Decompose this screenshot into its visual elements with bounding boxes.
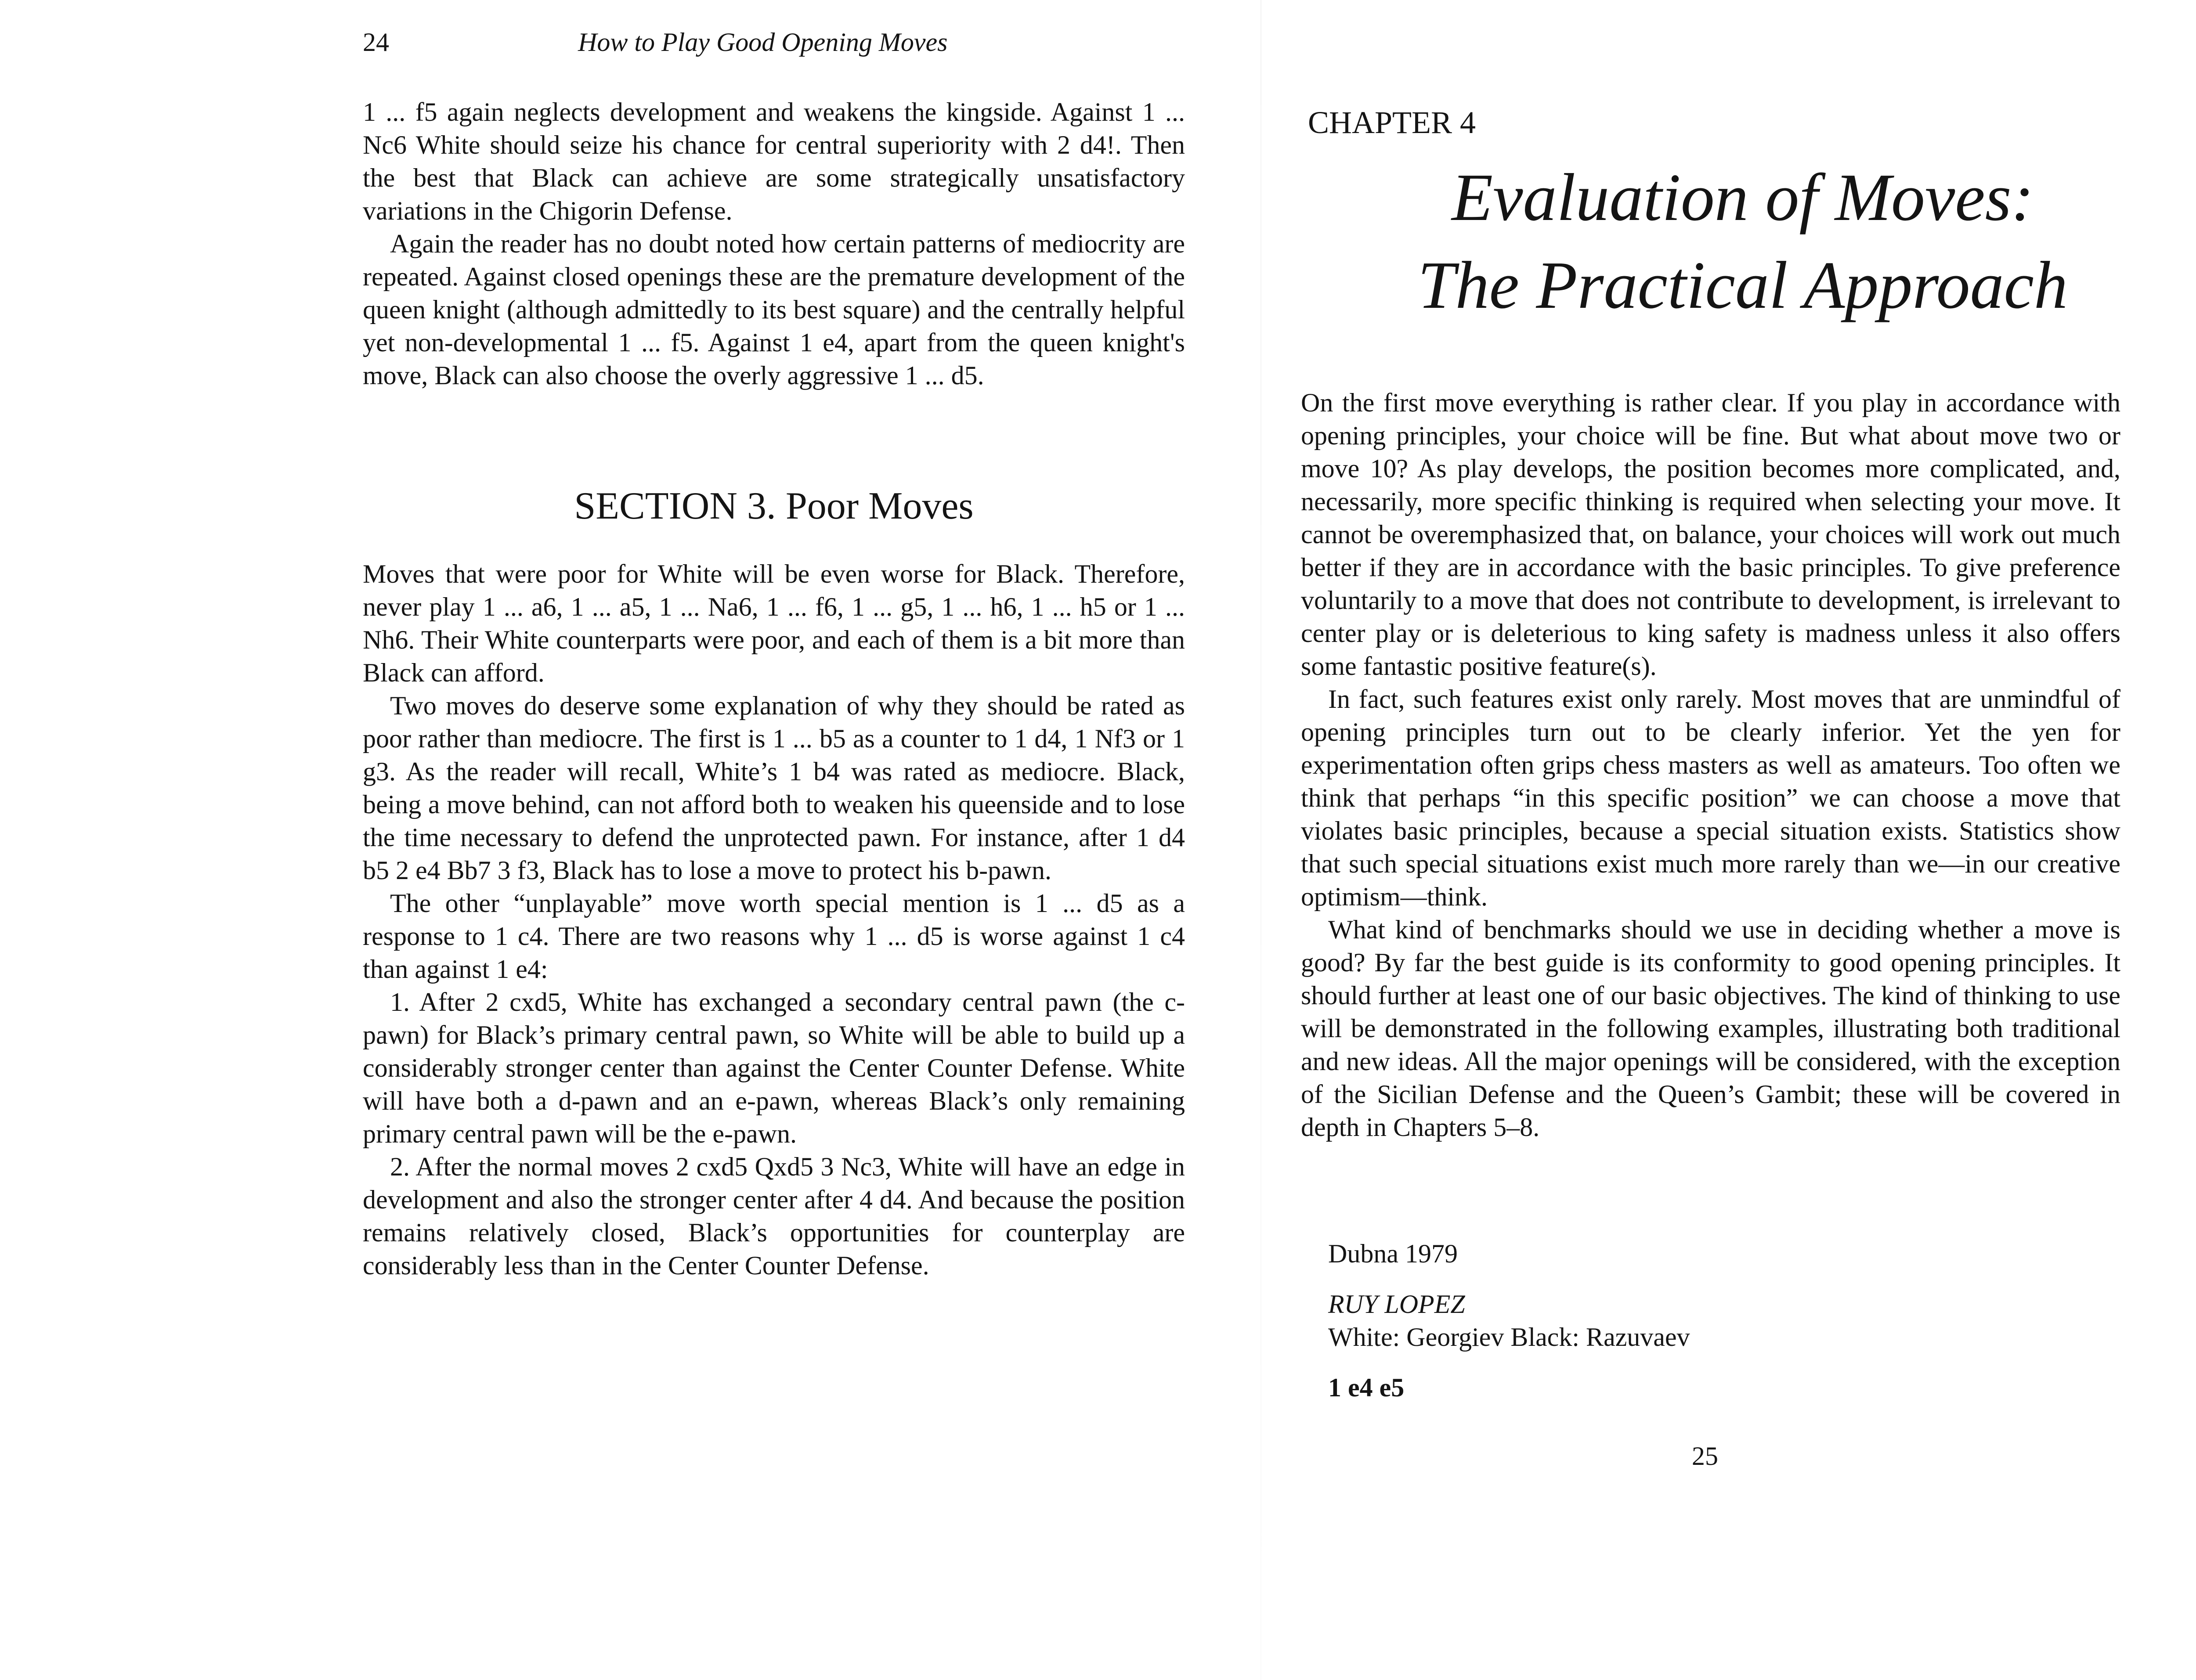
paragraph: 1. After 2 cxd5, White has exchanged a secondary central pawn (the c-pawn) for Black’s primary central pawn, so White will be able to build up a considerably stronger center than against the Center Counter Defense. White will have both a d-pawn and an e-pawn, whereas Black’s only remaining primary central pawn will be the e-pawn.: [363, 988, 1185, 1148]
paragraph: 2. After the normal moves 2 cxd5 Qxd5 3 Nc3, White will have an edge in development and also the stronger center after 4 d4. And because the position remains relatively closed, Black’s opportunities for counterplay are considerably less than in the Center Counter Defense.: [363, 1152, 1185, 1280]
game-event: Dubna 1979: [1328, 1239, 1458, 1268]
paragraph: Two moves do deserve some explanation of why they should be rated as poor rather than mediocre. The first is 1 ... b5 as a counter to 1 d4, 1 Nf3 or 1 g3. As the reader will recall, White’s 1 b4 was rated as mediocre. Black, being a move behind, can not afford both to weaken his queenside and to lose the time necessary to defend the unprotected pawn. For instance, after 1 d4 b5 2 e4 Bb7 3 f3, Black has to lose a move to protect his b-pawn.: [363, 691, 1185, 885]
paragraph: 1 ... f5 again neglects development and weakens the kingside. Against 1 ... Nc6 White should seize his chance for central superiority with 2 d4!. Then the best that Black can achieve are some strategically unsatisfactory variations in the Chigorin Defense.: [363, 97, 1185, 225]
right-body-text: [1301, 386, 2120, 1144]
chapter-title: [1308, 154, 2178, 329]
left-page-number: 24: [363, 28, 389, 57]
game-moves: 1 e4 e5: [1328, 1373, 1405, 1402]
paragraph: The other “unplayable” move worth special mention is 1 ... d5 as a response to 1 c4. There are two reasons why 1 ... d5 is worse against 1 c4 than against 1 e4:: [363, 889, 1185, 984]
paragraph: In fact, such features exist only rarely. Most moves that are unmindful of opening principles turn out to be clearly inferior. Yet the yen for experimentation often grips chess masters as well as amateurs. Too often we think that perhaps “in this specific position” we can choose a move that violates basic principles, because a special situation exists. Statistics show that such special situations exist much more rarely than we—in our creative optimism—think.: [1301, 685, 2120, 911]
game-header: [1328, 1237, 1690, 1422]
chapter-title-line: Evaluation of Moves:: [1452, 160, 2034, 235]
chapter-title-line: The Practical Approach: [1418, 248, 2068, 323]
paragraph: What kind of benchmarks should we use in deciding whether a move is good? By far the best guide is its conformity to good opening principles. It should further at least one of our basic objectives. The kind of thinking to use will be demonstrated in the following examples, illustrating both traditional and new ideas. All the major openings will be considered, with the exception of the Sicilian Defense and the Queen’s Gambit; these will be covered in depth in Chapters 5–8.: [1301, 915, 2120, 1142]
right-page-number: 25: [1692, 1442, 1718, 1471]
paragraph: Again the reader has no doubt noted how certain patterns of mediocrity are repeated. Against closed openings these are the premature development of the queen knight (although admittedly to its best square) and the centrally helpful yet non-developmental 1 ... f5. Against 1 e4, apart from the queen knight's move, Black can also choose the overly aggressive 1 ... d5.: [363, 229, 1185, 390]
chapter-label: CHAPTER 4: [1308, 105, 1476, 140]
game-opening: RUY LOPEZ: [1328, 1290, 1465, 1319]
paragraph: Moves that were poor for White will be even worse for Black. Therefore, never play 1 ... a6, 1 ... a5, 1 ... Na6, 1 ... f6, 1 ... g5, 1 ... h6, 1 ... h5 or 1 ... Nh6. Their White counterparts were poor, and each of them is a bit more than Black can afford.: [363, 559, 1185, 687]
running-title: How to Play Good Opening Moves: [578, 28, 948, 57]
section-heading: SECTION 3. Poor Moves: [574, 485, 974, 527]
game-players: White: Georgiev Black: Razuvaev: [1328, 1323, 1690, 1352]
paragraph: On the first move everything is rather clear. If you play in accordance with opening principles, your choice will be fine. But what about move two or move 10? As play develops, the position becomes more complicated, and, necessarily, more specific thinking is required when selecting your move. It cannot be overemphasized that, on balance, your choices will work out much better if they are in accordance with the basic principles. To give preference voluntarily to a move that does not contribute to development, is irrelevant to center play or is deleterious to king safety is madness unless it also offers some fantastic positive feature(s).: [1301, 388, 2120, 681]
